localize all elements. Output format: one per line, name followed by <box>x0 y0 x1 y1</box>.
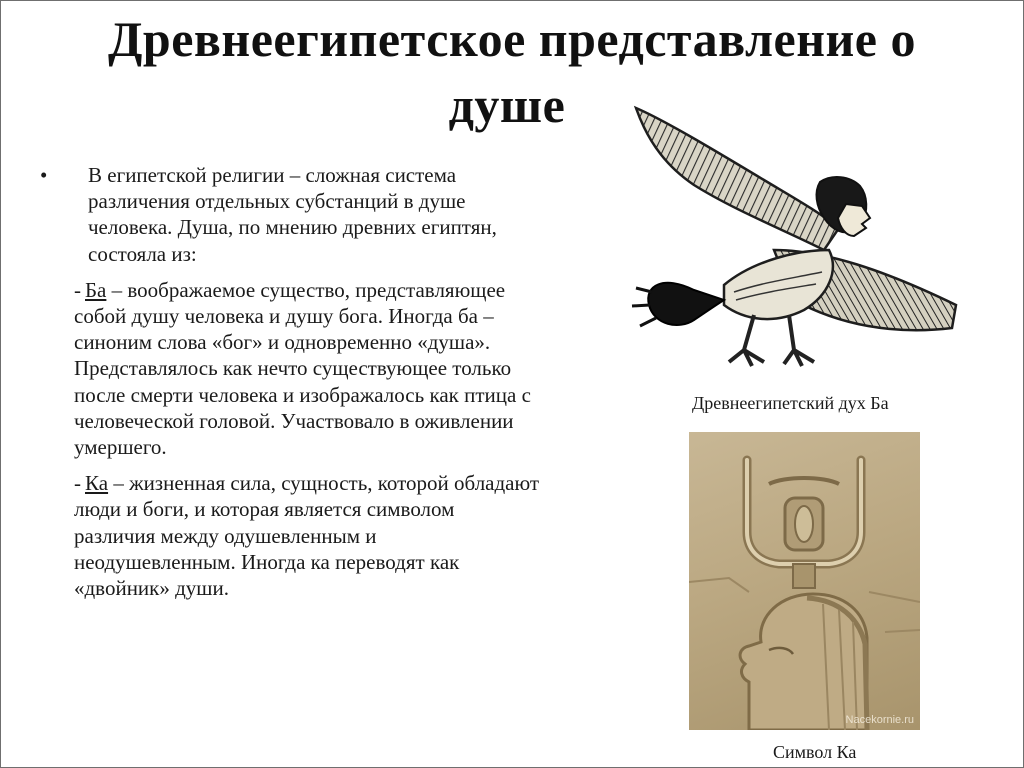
intro-paragraph: В египетской религии – сложная система различения отдельных субстанций в душе человека. Душа, по мнению древних египтян, состояла из: <box>88 163 497 266</box>
title-line-2: душе <box>448 77 566 133</box>
title-line-1: Древнеегипетское представление о <box>107 11 917 67</box>
ba-dash: - <box>74 277 81 302</box>
ka-caption: Символ Ка <box>773 742 857 762</box>
ba-bird-illustration <box>624 100 964 380</box>
bullet-marker: • <box>40 163 48 187</box>
ka-description: – жизненная сила, сущность, которой обладают люди и боги, и которая является символом различия между одушевленным и неодушевленным. Иногда ка переводят как «двойник» души. <box>74 471 540 601</box>
ba-term: Ба <box>85 277 107 302</box>
ka-symbol-photo <box>689 432 920 730</box>
photo-watermark: Nacekornie.ru <box>845 714 914 726</box>
body-text <box>40 162 540 601</box>
ka-relief-drawing <box>689 432 920 730</box>
ka-term: Ка <box>85 471 109 496</box>
ba-description: – воображаемое существо, представляющее собой душу человека и душу бога. Иногда ба – синоним слова «бог» и одновременно «душа». Представлялось как нечто существующее только после смерти человека и изображалось как птица с человеческой головой. Участвовало в оживлении умершего. <box>74 277 531 460</box>
ka-paragraph <box>40 470 540 601</box>
ba-caption: Древнеегипетский дух Ба <box>692 393 889 413</box>
ka-dash: - <box>74 471 81 496</box>
ba-paragraph <box>40 277 540 460</box>
bullet-item <box>40 162 540 267</box>
